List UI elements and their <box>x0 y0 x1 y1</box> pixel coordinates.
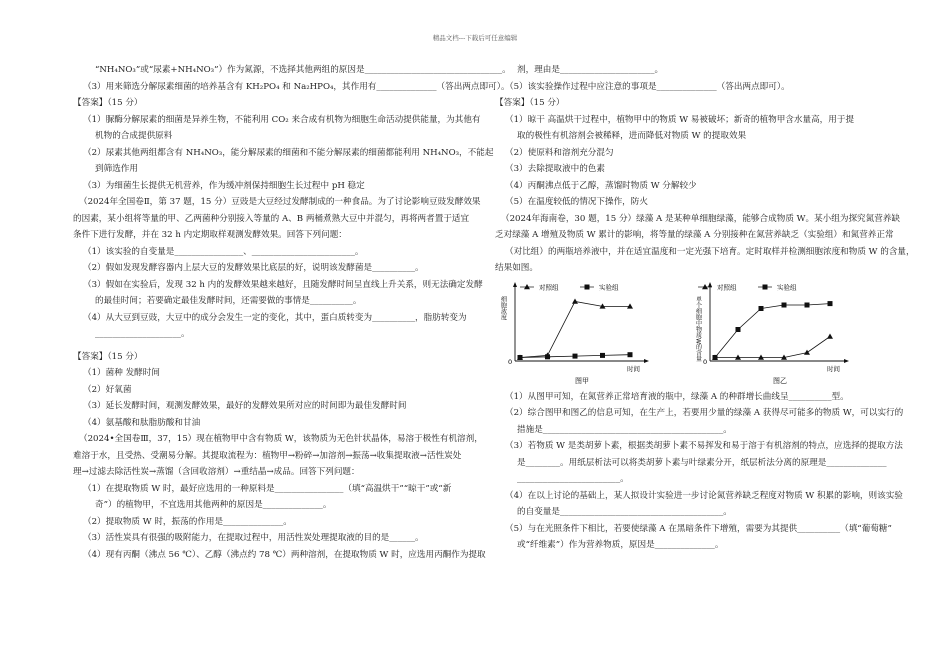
left-line: （4）从大豆到豆豉，大豆中的成分会发生一定的变化，其中，蛋白质转变为__________，脂肪转变为 <box>83 312 467 323</box>
left-line: （1）脲酶分解尿素的细菌是异养生物，不能利用 CO₂ 来合成有机物为细胞生命活动提供能量，为其他有 <box>83 114 481 125</box>
left-line: （4）氨基酸和肽脂肪酸和甘油 <box>83 417 201 428</box>
left-line: （1）菌种 发酵时间 <box>83 368 160 378</box>
right_top-line: （4）丙酮沸点低于乙醇，蒸馏时物质 W 分解较少 <box>505 180 697 191</box>
left-line: （3）延长发酵时间，观测发酵效果，最好的发酵效果所对应的时间即为最佳发酵时间 <box>83 401 407 411</box>
series-line-control <box>520 301 630 357</box>
data-point-experiment <box>545 354 550 359</box>
data-point-experiment <box>736 327 741 332</box>
left-line: 机物的合成提供原料 <box>95 131 173 141</box>
right-bottom-text <box>495 389 904 554</box>
right_top-line: （对比组）的两瓶培养液中，并在适宜温度和一定光强下培育。定时取样并检测细胞浓度和物质 W 的含量， <box>505 246 915 257</box>
origin-label: 0 <box>508 357 513 366</box>
left-line: （2024年全国卷Ⅱ，第 37 题，15 分）豆豉是大豆经过发酵制成的一种食品。为了讨论影响豆豉发酵效果 <box>79 197 481 207</box>
right_bottom-line: 或“纤维素”）作为营养物质，原因是______________。 <box>517 540 724 550</box>
left-line: （4）现有丙酮（沸点 56 ℃）、乙醇（沸点约 78 ℃）两种溶剂，在提取物质 W 时，应选用丙酮作为提取 <box>83 549 486 560</box>
left-line: （1）该实验的自变量是________________、________________________。 <box>83 246 364 257</box>
right-top-text <box>495 62 915 277</box>
right_top-line: 【答案】（15 分） <box>495 98 565 108</box>
data-point-experiment <box>518 355 523 360</box>
y-axis-label: 单个细胞中物质W的含量 <box>694 295 702 362</box>
series-line-control <box>715 336 830 357</box>
legend-label-control: 对照组 <box>717 283 737 291</box>
left-line: 奇”）的植物甲，不宜选用其他两种的原因是______________。 <box>95 500 332 510</box>
left-line: （2024•全国卷Ⅲ，37，15）现在植物甲中含有物质 W，该物质为无色针状晶体，易溶于极性有机溶剂， <box>79 434 483 444</box>
right_top-line: （5）该实验操作过程中应注意的事项是______________（答出两点即可）。 <box>505 81 790 92</box>
left-line: 的最佳时间；若要确定最佳发酵时间，还需要做的事情是__________。 <box>95 296 362 306</box>
x-axis-label: 时间 <box>827 364 840 373</box>
x-axis-arrow <box>844 359 849 363</box>
right_top-line: （1）晾干 高温烘干过程中，植物甲中的物质 W 易被破坏；新奇的植物甲含水量高，用于提 <box>505 114 855 125</box>
y-axis-arrow <box>513 282 517 287</box>
x-axis-label: 时间 <box>627 364 640 373</box>
legend-marker-control <box>702 284 708 289</box>
data-point-experiment <box>573 353 578 358</box>
left-line: 【答案】（15 分） <box>73 351 143 362</box>
right_top-line: 乏对绿藻 A 增殖及物质 W 累计的影响，将等量的绿藻 A 分别接种在氮营养缺乏（实验组）和氮营养正常 <box>495 230 894 240</box>
left-line: 理→过滤去除活性炭→蒸馏（含回收溶剂）→重结晶→成品。回答下列问题： <box>73 467 360 477</box>
y-axis-label: 细胞浓度 <box>499 295 507 320</box>
data-point-experiment <box>759 306 764 311</box>
left-line: （3）为细菌生长提供无机营养，作为缓冲剂保持细胞生长过程中 pH 稳定 <box>83 180 365 191</box>
x-axis-arrow <box>644 359 649 363</box>
series-line-experiment <box>715 303 830 357</box>
legend-marker-control <box>524 284 530 289</box>
right_top-line: （2024年海南卷，30 题，15 分）绿藻 A 是某种单细胞绿藻，能够合成物质 W。某小组为探究氮营养缺 <box>501 213 901 224</box>
right_bottom-line: （1）从图甲可知，在氮营养正常培育液的瓶中，绿藻 A 的种群增长曲线呈__________型。 <box>505 391 849 402</box>
right_top-line: （2）使原料和溶剂充分混匀 <box>505 147 614 158</box>
y-axis-arrow <box>708 282 712 287</box>
data-point-experiment <box>805 302 810 307</box>
left-line: （1）在提取物质 W 时，最好应选用的一种原料是________________（填“高温烘干”“晾干”或“新 <box>83 483 452 494</box>
left-line: 【答案】（15 分） <box>73 98 143 108</box>
legend-label-control: 对照组 <box>539 283 559 291</box>
left-line: （2）尿素其他两组都含有 NH₄NO₃，能分解尿素的细菌和不能分解尿素的细菌都能利用 NH₄NO₃，不能起 <box>83 147 494 158</box>
right_top-line: 结果如图。 <box>495 263 538 273</box>
left-line: （2）好氧菌 <box>83 384 132 395</box>
right_bottom-line: （2）综合图甲和图乙的信息可知，在生产上，若要用少量的绿藻 A 获得尽可能多的物质 W，可以实行的 <box>505 408 904 418</box>
legend-label-experiment: 实验组 <box>599 283 619 291</box>
right_top-line: 剂，理由是______________________。 <box>517 65 664 75</box>
charts-svg <box>495 279 885 389</box>
data-point-experiment <box>713 355 718 360</box>
data-point-experiment <box>782 302 787 307</box>
figure-area <box>495 279 885 389</box>
chart-title: 图乙 <box>773 376 787 385</box>
left-line: ____________________。 <box>95 329 190 339</box>
right_bottom-line: （4）在以上讨论的基础上，某人拟设计实验进一步讨论氮营养缺乏程度对物质 W 积累的影响，则该实验 <box>505 490 903 501</box>
left-line: （3）用来筛选分解尿素细菌的培养基含有 KH₂PO₄ 和 Na₂HPO₄，其作用有______________（答出两点即可）。 <box>83 81 510 92</box>
right_top-line: （5）在温度较低的情况下操作，防火 <box>505 197 648 207</box>
left-line: 难溶于水，且受热、受潮易分解。其提取流程为：植物甲→粉碎→加溶剂→振荡→收集提取液→活性炭处 <box>73 450 462 461</box>
right_bottom-line: 措施是__________________________________________。 <box>517 424 732 435</box>
right_bottom-line: （5）与在光照条件下相比，若要使绿藻 A 在黑暗条件下增殖，需要为其提供__________（填“葡萄糖” <box>505 523 892 534</box>
data-point-control <box>572 298 578 303</box>
left-line: 的因素，某小组将等量的甲、乙两菌种分别接入等量的 A、B 两桶煮熟大豆中并混匀，再将两者置于适宜 <box>73 213 470 224</box>
origin-label: 0 <box>703 357 708 366</box>
data-point-control <box>804 349 810 354</box>
left-line: 条件下进行发酵，并在 32 h 内定期取样观测发酵效果。回答下列问题： <box>73 230 347 240</box>
left-line: “NH₄NO₃”或“尿素+NH₄NO₃”）作为氮源，不选择其他两组的原因是________________________________。 <box>95 65 511 75</box>
data-point-control <box>827 333 833 338</box>
chart-title: 图甲 <box>575 376 589 385</box>
right_bottom-line: （3）若物质 W 是类胡萝卜素，根据类胡萝卜素不易挥发和易于溶于有机溶剂的特点，应选择的提取方法 <box>505 441 903 451</box>
data-point-experiment <box>600 352 605 357</box>
data-point-experiment <box>828 301 833 306</box>
header-note: 精品文档---下载后可任意编辑 <box>432 34 518 42</box>
right_bottom-line: ________________________。 <box>517 474 629 484</box>
left-line: 到筛选作用 <box>95 164 138 174</box>
left-line: （2）提取物质 W 时，振荡的作用是______________。 <box>83 516 292 527</box>
right_top-line: 取的极性有机溶剂会被稀释，进而降低对物质 W 的提取效果 <box>517 131 747 141</box>
right-column <box>495 62 915 554</box>
left-line: （3）假如在实验后，发现 32 h 内的发酵效果越来越好，且随发酵时间呈直线上升关系，则无法确定发酵 <box>83 279 483 290</box>
right_bottom-line: 是________。用纸层析法可以将类胡萝卜素与叶绿素分开，纸层析法分离的原理是______________ <box>517 457 887 468</box>
data-point-experiment <box>628 352 633 357</box>
left-line: （2）假如发现发酵容器内上层大豆的发酵效果比底层的好，说明该发酵菌是__________。 <box>83 263 424 273</box>
right_bottom-line: 的自变量是______________________________________。 <box>517 507 732 517</box>
legend-label-experiment: 实验组 <box>777 283 797 291</box>
left-line: （3）活性炭具有很强的吸附能力，在提取过程中，用活性炭处理提取液的目的是______。 <box>83 533 424 543</box>
right_top-line: （3）去除提取液中的色素 <box>505 164 605 174</box>
